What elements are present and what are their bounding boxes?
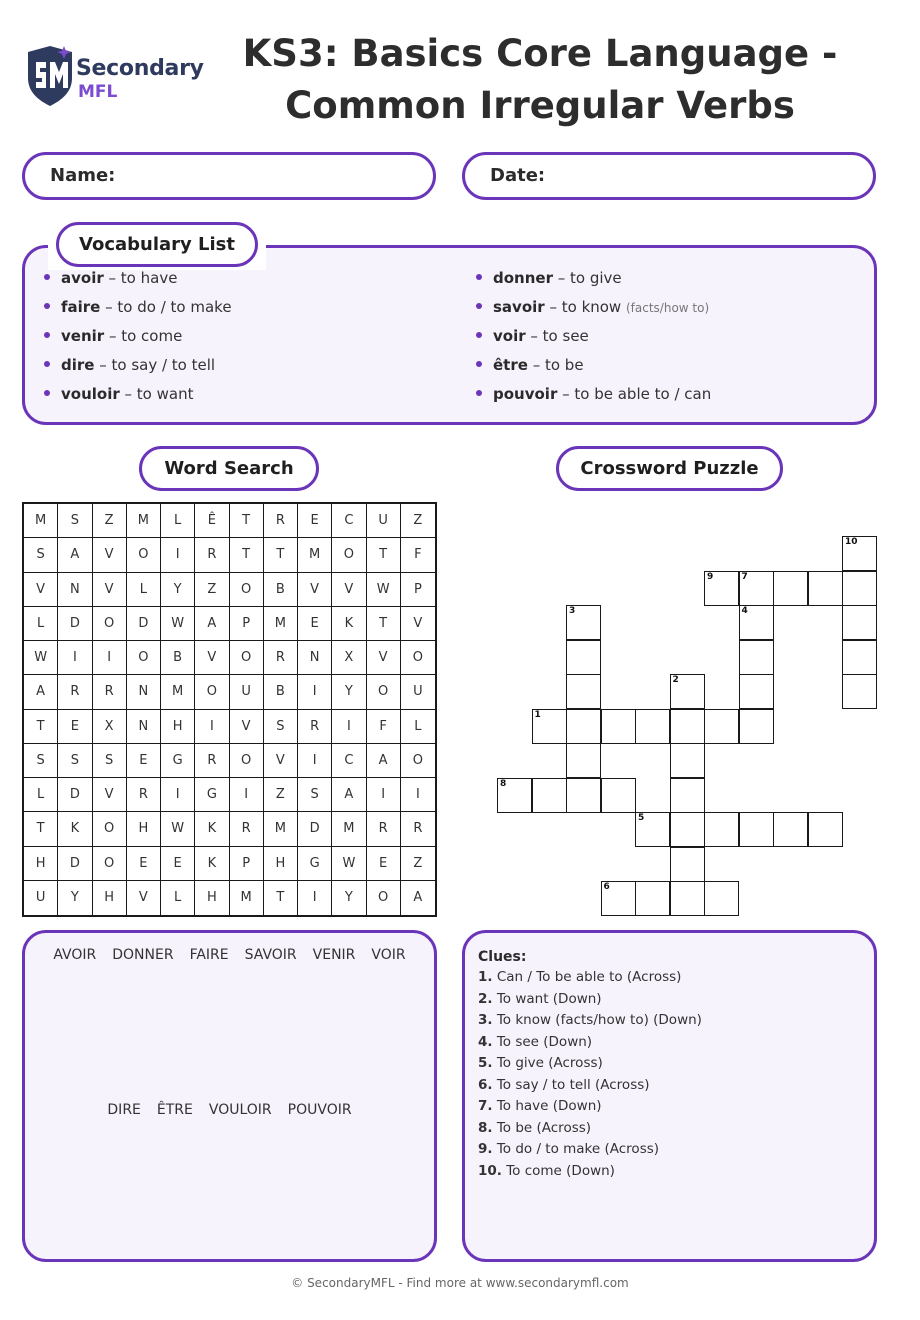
word-list-panel (22, 930, 437, 1262)
crossword-cell[interactable] (739, 709, 774, 744)
word-search-cell[interactable]: H (195, 881, 229, 915)
word-search-cell[interactable]: N (127, 675, 161, 709)
word-search-cell[interactable]: P (401, 573, 435, 607)
word-search-cell[interactable]: Z (195, 573, 229, 607)
word-search-cell[interactable]: O (127, 538, 161, 572)
word-search-cell[interactable]: E (58, 710, 92, 744)
word-search-cell[interactable]: V (93, 778, 127, 812)
crossword-cell[interactable] (842, 571, 877, 606)
word-search-cell[interactable]: V (264, 744, 298, 778)
word-list-item: ÊTRE (156, 1102, 193, 1118)
crossword-cell[interactable] (842, 640, 877, 675)
vocab-item: vouloir – to want (44, 380, 232, 409)
word-search-cell[interactable]: S (24, 538, 58, 572)
crossword-cell[interactable] (566, 778, 601, 813)
crossword-cell[interactable] (532, 778, 567, 813)
crossword-cell[interactable] (566, 640, 601, 675)
word-search-heading: Word Search (139, 446, 319, 491)
word-search-cell[interactable]: R (401, 812, 435, 846)
word-search-cell[interactable]: L (24, 778, 58, 812)
word-search-cell[interactable]: R (127, 778, 161, 812)
clues-title: Clues: (478, 949, 527, 965)
word-search-cell[interactable]: V (127, 881, 161, 915)
word-search-cell[interactable]: Y (332, 881, 366, 915)
word-search-cell[interactable]: Z (401, 504, 435, 538)
word-search-cell[interactable]: C (332, 504, 366, 538)
word-search-cell[interactable]: V (93, 573, 127, 607)
page-title-line2: Common Irregular Verbs (285, 84, 795, 127)
word-search-cell[interactable]: L (127, 573, 161, 607)
word-search-cell[interactable]: I (332, 710, 366, 744)
word-search-cell[interactable]: H (127, 812, 161, 846)
word-search-cell[interactable]: U (367, 504, 401, 538)
word-search-cell[interactable]: R (367, 812, 401, 846)
word-search-cell[interactable]: M (24, 504, 58, 538)
date-field[interactable] (462, 152, 876, 200)
word-search-cell[interactable]: R (58, 675, 92, 709)
word-search-cell[interactable]: V (24, 573, 58, 607)
vocab-item: faire – to do / to make (44, 293, 232, 322)
date-label: Date: (490, 165, 546, 186)
crossword-clue-number: 8 (500, 778, 507, 789)
footer: © SecondaryMFL - Find more at www.secondarymfl.com (291, 1276, 629, 1290)
word-search-cell[interactable]: R (195, 538, 229, 572)
word-search-cell[interactable]: U (230, 675, 264, 709)
word-search-cell[interactable]: V (332, 573, 366, 607)
word-list-row (25, 947, 434, 963)
word-search-cell[interactable]: A (413, 890, 423, 906)
word-search-cell[interactable]: I (401, 778, 435, 812)
word-search-cell[interactable]: H (264, 847, 298, 881)
word-search-cell[interactable]: O (127, 641, 161, 675)
word-search-cell[interactable]: D (58, 847, 92, 881)
word-search-cell[interactable]: D (127, 607, 161, 641)
crossword-clue-number: 2 (672, 675, 679, 685)
word-search-cell[interactable]: O (230, 744, 264, 778)
vocab-item: être – to be (476, 351, 711, 380)
word-search-cell[interactable]: S (298, 778, 332, 812)
word-search-cell[interactable]: Z (93, 504, 127, 538)
word-search-cell[interactable]: V (230, 710, 264, 744)
clue-item: 9. To do / to make (Across) (478, 1141, 660, 1157)
clue-item: 1. Can / To be able to (Across) (478, 969, 682, 985)
vocab-item: pouvoir – to be able to / can (476, 380, 711, 409)
vocab-item: dire – to say / to tell (44, 351, 232, 380)
word-search-cell[interactable]: O (401, 641, 435, 675)
crossword-cell[interactable] (532, 709, 567, 744)
crossword-cell[interactable] (635, 812, 670, 847)
crossword-cell[interactable] (497, 778, 532, 813)
word-search-cell[interactable]: I (298, 744, 332, 778)
word-search-cell[interactable]: M (298, 538, 332, 572)
word-search-cell[interactable]: H (24, 847, 58, 881)
crossword-clue-number: 9 (707, 571, 714, 582)
crossword-clue-number: 10 (845, 537, 858, 547)
word-search-cell[interactable]: T (230, 538, 264, 572)
word-search-cell[interactable]: P (230, 607, 264, 641)
crossword-cell[interactable] (670, 709, 705, 744)
word-search-cell[interactable]: S (24, 744, 58, 778)
crossword-cell[interactable] (566, 605, 601, 640)
word-search-cell[interactable]: T (24, 710, 58, 744)
word-search-cell[interactable]: K (332, 607, 366, 641)
clues-panel (462, 930, 877, 1262)
word-search-cell[interactable]: A (367, 744, 401, 778)
word-search-cell[interactable]: Z (264, 778, 298, 812)
word-search-cell[interactable]: K (195, 847, 229, 881)
vocab-item: venir – to come (44, 322, 232, 351)
name-label: Name: (50, 165, 116, 186)
word-search-cell[interactable]: O (93, 847, 127, 881)
clue-item: 2. To want (Down) (478, 990, 602, 1007)
word-search-cell[interactable]: F (367, 710, 401, 744)
logo-text-secondary: Secondary (76, 56, 204, 81)
clue-item: 4. To see (Down) (478, 1033, 593, 1050)
word-search-cell[interactable]: E (127, 744, 161, 778)
word-search-cell[interactable]: E (161, 847, 195, 881)
word-search-cell[interactable]: I (161, 778, 195, 812)
word-search-cell[interactable]: I (298, 675, 332, 709)
crossword-cell[interactable] (670, 743, 705, 778)
word-search-cell[interactable]: M (161, 675, 195, 709)
word-search-cell[interactable]: H (93, 881, 127, 915)
vocab-item: donner – to give (476, 264, 711, 293)
word-search-cell[interactable]: O (93, 607, 127, 641)
word-search-cell[interactable]: X (332, 641, 366, 675)
crossword-clue-number: 3 (569, 606, 576, 616)
word-search-cell[interactable]: S (264, 710, 298, 744)
word-list-item: FAIRE (189, 947, 229, 963)
word-search-cell[interactable]: W (161, 812, 195, 846)
word-search-cell[interactable]: E (127, 847, 161, 881)
word-list-item: SAVOIR (244, 947, 297, 963)
word-search-cell[interactable]: U (401, 675, 435, 709)
word-search-cell[interactable]: C (332, 744, 366, 778)
word-search-cell[interactable]: T (24, 812, 58, 846)
crossword-clue-number: 6 (603, 882, 610, 892)
word-search-cell[interactable]: S (93, 744, 127, 778)
word-search-cell[interactable]: K (58, 812, 92, 846)
word-search-cell[interactable]: N (298, 641, 332, 675)
word-search-cell[interactable]: R (298, 710, 332, 744)
word-search-cell[interactable]: M (264, 607, 298, 641)
word-search-cell[interactable]: R (264, 641, 298, 675)
word-list-item: VOULOIR (208, 1102, 272, 1118)
clue-item: 8. To be (Across) (478, 1119, 592, 1136)
word-search-cell[interactable]: D (298, 812, 332, 846)
word-search-cell[interactable]: A (195, 607, 229, 641)
word-search-cell[interactable]: R (93, 675, 127, 709)
vocabulary-list-left (44, 264, 232, 409)
word-list-row (25, 1102, 434, 1118)
word-search-cell[interactable]: O (401, 744, 435, 778)
word-search-cell[interactable]: S (58, 744, 92, 778)
word-search-cell[interactable]: I (93, 641, 127, 675)
word-search-cell[interactable]: T (367, 538, 401, 572)
crossword-clue-number: 4 (741, 606, 748, 616)
crossword-clue-number: 7 (741, 571, 748, 582)
word-search-cell[interactable]: W (332, 847, 366, 881)
word-search-cell[interactable]: R (264, 504, 298, 538)
word-search-cell[interactable]: V (195, 641, 229, 675)
word-search-cell[interactable]: Z (401, 847, 435, 881)
word-search-cell[interactable]: T (264, 881, 298, 915)
crossword-cell[interactable] (601, 881, 636, 916)
vocabulary-list-right (476, 264, 711, 409)
word-search-cell[interactable]: U (24, 881, 58, 915)
word-search-cell[interactable]: W (161, 607, 195, 641)
page-title (240, 28, 840, 132)
word-search-cell[interactable]: I (367, 778, 401, 812)
word-search-cell[interactable]: O (367, 675, 401, 709)
word-search-cell[interactable]: A (24, 675, 58, 709)
word-search-cell[interactable]: B (161, 641, 195, 675)
crossword-cell[interactable] (842, 605, 877, 640)
crossword-cell[interactable] (601, 778, 636, 813)
crossword-heading: Crossword Puzzle (556, 446, 783, 491)
crossword-cell[interactable] (739, 640, 774, 675)
word-search-cell[interactable]: T (264, 538, 298, 572)
crossword-cell[interactable] (842, 536, 877, 571)
word-search-grid (22, 502, 437, 917)
word-search-cell[interactable]: N (127, 710, 161, 744)
shield-logo-icon (24, 44, 76, 108)
word-list-item: VOIR (371, 947, 406, 963)
word-search-cell[interactable]: M (332, 812, 366, 846)
clue-item: 10. To come (Down) (478, 1162, 615, 1179)
word-search-cell[interactable]: V (367, 641, 401, 675)
word-search-cell[interactable]: R (195, 744, 229, 778)
word-search-cell[interactable]: O (230, 641, 264, 675)
crossword-cell[interactable] (601, 709, 636, 744)
clue-item: 3. To know (facts/how to) (Down) (478, 1012, 702, 1028)
vocab-item: voir – to see (476, 322, 711, 351)
word-search-cell[interactable]: M (127, 504, 161, 538)
word-list-item: AVOIR (53, 947, 97, 963)
crossword-cell[interactable] (808, 571, 843, 606)
clue-item: 5. To give (Across) (478, 1055, 603, 1071)
crossword-cell[interactable] (773, 812, 808, 847)
crossword-cell[interactable] (808, 812, 843, 847)
crossword-cell[interactable] (704, 812, 739, 847)
word-search-cell[interactable]: B (264, 675, 298, 709)
crossword-cell[interactable] (670, 847, 705, 882)
crossword-cell[interactable] (704, 571, 739, 606)
word-search-cell[interactable]: B (264, 573, 298, 607)
word-search-cell[interactable]: Y (58, 881, 92, 915)
crossword-cell[interactable] (670, 881, 705, 916)
word-search-cell[interactable]: K (195, 812, 229, 846)
vocabulary-heading: Vocabulary List (56, 222, 258, 267)
word-list-item: VENIR (312, 947, 356, 963)
word-search-cell[interactable]: V (298, 573, 332, 607)
crossword-cell[interactable] (704, 709, 739, 744)
word-search-cell[interactable]: M (264, 812, 298, 846)
crossword-cell[interactable] (739, 571, 774, 606)
word-search-cell[interactable]: D (58, 778, 92, 812)
word-search-cell[interactable]: E (367, 847, 401, 881)
page-title-line1: KS3: Basics Core Language - (242, 32, 838, 75)
crossword-cell[interactable] (704, 881, 739, 916)
word-search-cell[interactable]: I (58, 641, 92, 675)
crossword-cell[interactable] (635, 881, 670, 916)
clue-item: 6. To say / to tell (Across) (478, 1076, 650, 1093)
word-search-cell[interactable]: X (93, 710, 127, 744)
word-search-cell[interactable]: L (401, 710, 435, 744)
crossword-cell[interactable] (635, 709, 670, 744)
crossword-cell[interactable] (670, 812, 705, 847)
word-search-cell[interactable]: L (24, 607, 58, 641)
word-search-cell[interactable]: O (195, 675, 229, 709)
word-search-cell[interactable]: G (298, 847, 332, 881)
crossword-cell[interactable] (566, 743, 601, 778)
word-search-cell[interactable]: L (161, 504, 195, 538)
crossword-cell[interactable] (773, 571, 808, 606)
word-list-item: DONNER (112, 947, 174, 963)
crossword-cell[interactable] (739, 674, 774, 709)
name-field[interactable] (22, 152, 436, 200)
word-search-cell[interactable]: V (401, 607, 435, 641)
word-search-cell[interactable]: H (161, 710, 195, 744)
word-search-cell[interactable]: N (58, 573, 92, 607)
word-search-cell[interactable]: S (58, 504, 92, 538)
crossword-cell[interactable] (739, 812, 774, 847)
crossword-clue-number: 5 (638, 813, 645, 823)
word-search-cell[interactable]: I (195, 710, 229, 744)
word-search-cell[interactable]: A (58, 538, 92, 572)
crossword-clue-number: 1 (534, 709, 541, 720)
crossword-cell[interactable] (739, 605, 774, 640)
word-search-cell[interactable]: D (58, 607, 92, 641)
word-search-cell[interactable]: R (230, 812, 264, 846)
word-search-cell[interactable]: I (230, 778, 264, 812)
word-search-cell[interactable]: O (332, 538, 366, 572)
word-search-cell[interactable]: T (367, 607, 401, 641)
word-search-cell[interactable]: I (298, 881, 332, 915)
word-search-cell[interactable]: Y (161, 573, 195, 607)
word-search-cell[interactable]: I (161, 538, 195, 572)
word-search-cell[interactable]: M (230, 881, 264, 915)
word-search-cell[interactable]: O (367, 881, 401, 915)
word-search-cell[interactable]: P (230, 847, 264, 881)
word-search-cell[interactable]: G (161, 744, 195, 778)
word-search-cell[interactable]: G (195, 778, 229, 812)
word-search-cell[interactable]: V (93, 538, 127, 572)
word-search-cell[interactable]: Y (332, 675, 366, 709)
word-search-cell[interactable]: Ê (195, 504, 229, 538)
word-search-cell[interactable]: L (161, 881, 195, 915)
word-list-item: POUVOIR (287, 1102, 352, 1118)
clue-item: 7. To have (Down) (478, 1098, 602, 1114)
word-search-cell[interactable]: F (401, 538, 435, 572)
word-list-item: DIRE (107, 1102, 141, 1118)
word-search-cell[interactable]: A (332, 778, 366, 812)
word-search-cell[interactable]: O (230, 573, 264, 607)
vocab-item: avoir – to have (44, 264, 232, 293)
logo-text-mfl: MFL (78, 82, 118, 102)
word-search-cell[interactable]: O (93, 812, 127, 846)
word-search-cell[interactable]: W (367, 573, 401, 607)
crossword-cell[interactable] (842, 674, 877, 709)
logo (24, 44, 214, 108)
crossword-cell[interactable] (566, 709, 601, 744)
word-search-cell[interactable]: E (298, 607, 332, 641)
crossword-cell[interactable] (566, 674, 601, 709)
word-search-cell[interactable]: W (24, 641, 58, 675)
word-search-cell[interactable]: E (298, 504, 332, 538)
crossword-cell[interactable] (670, 674, 705, 709)
crossword-cell[interactable] (670, 778, 705, 813)
word-search-cell[interactable]: T (230, 504, 264, 538)
vocab-item: savoir – to know (facts/how to) (476, 293, 711, 322)
